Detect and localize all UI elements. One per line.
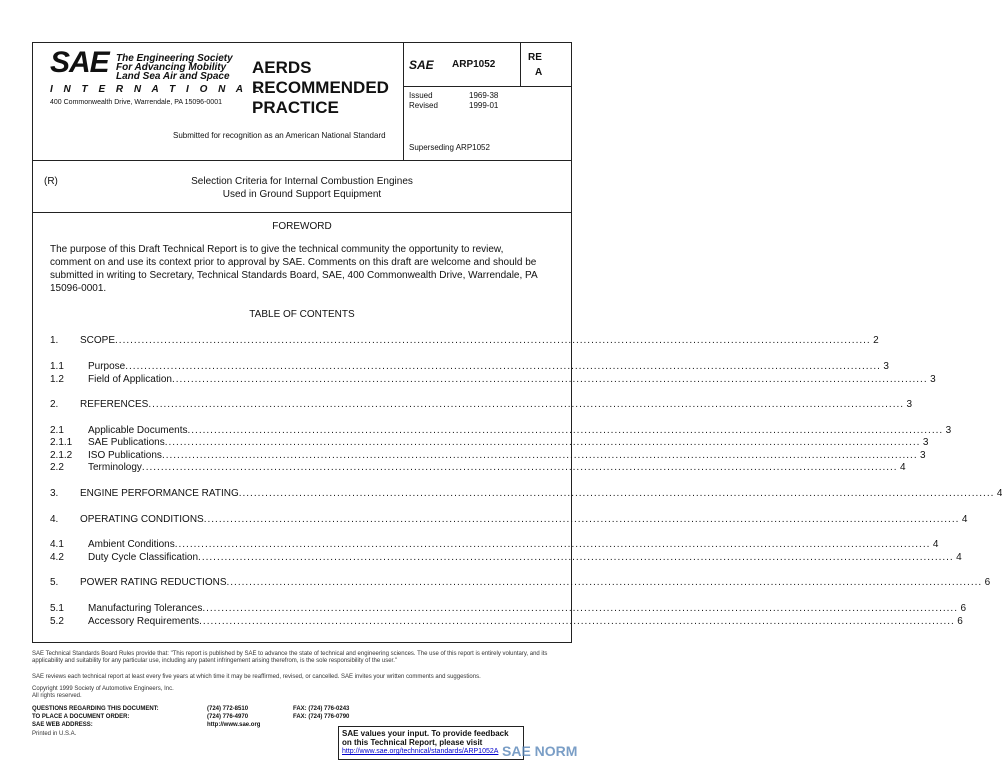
toc-entry-number: 1.1: [50, 361, 64, 372]
toc-entry-leader: ........................................................................................................................................................................................................: [226, 577, 983, 588]
revised-value: 1999-01: [469, 101, 499, 110]
questions-tel: (724) 772-8510: [207, 706, 249, 712]
issued-value: 1969-38: [469, 91, 499, 100]
toc-entry[interactable]: [50, 461, 906, 474]
toc-entry-title: ENGINE PERFORMANCE RATING: [80, 488, 239, 499]
toc-entry-number: 1.2: [50, 374, 64, 385]
issued-label: Issued: [409, 91, 433, 100]
draft-label: AERDS: [252, 58, 312, 77]
web-label: SAE WEB ADDRESS:: [32, 722, 93, 728]
rev-label: RE: [528, 52, 542, 63]
toc-entry[interactable]: [50, 436, 929, 449]
toc-entry-title: Ambient Conditions: [88, 539, 175, 550]
tagline-1: The Engineering Society: [116, 53, 233, 64]
revised-label: Revised: [409, 101, 438, 110]
questions-label: QUESTIONS REGARDING THIS DOCUMENT:: [32, 706, 159, 712]
toc-entry-title: Terminology: [88, 462, 142, 473]
toc-entry-page: 4: [900, 462, 906, 473]
toc-entry-page: 3: [945, 425, 952, 436]
toc-entry-title: Applicable Documents: [88, 425, 188, 436]
questions-fax: FAX: (724) 776-0243: [293, 706, 350, 712]
toc-entry-leader: ........................................................................................................................................................................................................: [238, 488, 995, 499]
toc-heading: TABLE OF CONTENTS: [249, 309, 355, 320]
revision-mark: (R): [44, 176, 58, 187]
title-divider: [32, 212, 572, 213]
toc-entry-leader: ........................................................................................................................................................................................................: [115, 335, 871, 346]
rev-row-divider: [403, 86, 572, 87]
toc-entry-leader: ........................................................................................................................................................................................................: [174, 539, 931, 550]
toc-entry[interactable]: [50, 615, 963, 628]
sae-logo: SAE: [50, 46, 109, 79]
toc-entry[interactable]: [50, 576, 991, 589]
toc-entry-number: 4.: [50, 514, 59, 525]
order-label: TO PLACE A DOCUMENT ORDER:: [32, 714, 130, 720]
copyright-2: All rights reserved.: [32, 693, 82, 699]
toc-entry-title: Duty Cycle Classification: [88, 552, 199, 563]
toc-entry-page: 6: [957, 616, 963, 627]
toc-entry-leader: ........................................................................................................................................................................................................: [171, 374, 928, 385]
submitted-note: Submitted for recognition as an American National Standard: [173, 131, 386, 140]
doc-title-2: Used in Ground Support Equipment: [222, 189, 382, 200]
toc-entry-title: REFERENCES: [80, 399, 149, 410]
toc-entry-number: 4.2: [50, 552, 64, 563]
toc-entry-page: 3: [922, 437, 929, 448]
footer-disclaimer: SAE Technical Standards Board Rules provide that: "This report is published by SAE to advance the state of technical and engineering sciences. The use of this report is entirely voluntary, and its applicability and suitability for any particular use, including any patent infringement arising therefrom, is the sole responsibility of the user.": [32, 651, 548, 664]
feedback-box: [338, 726, 524, 760]
toc-entry[interactable]: [50, 398, 913, 411]
toc-entry-page: 4: [932, 539, 939, 550]
foreword-body: The purpose of this Draft Technical Report is to give the technical community the opportunity to review, comment on and use its context prior to approval by SAE. Comments on this draft are welcome and should be submitted in writing to Secretary, Technical Standards Board, SAE, 400 Commonwealth Drive, Warrendale, PA 15096-0001.: [50, 244, 538, 294]
header-divider: [32, 160, 572, 161]
rev-col-divider: [520, 42, 521, 86]
printed-in: Printed in U.S.A.: [32, 731, 77, 737]
footer-review: SAE reviews each technical report at least every five years at which time it may be reaffirmed, revised, or cancelled. SAE invites your written comments and suggestions.: [32, 674, 481, 680]
feedback-line-1: SAE values your input. To provide feedback: [342, 729, 509, 738]
toc-entry-leader: ........................................................................................................................................................................................................: [199, 616, 955, 627]
toc-entry-page: 6: [984, 577, 991, 588]
toc-entry-page: 4: [996, 488, 1002, 499]
watermark-logo: SAE NORM: [502, 743, 578, 759]
international-label: I N T E R N A T I O N A L: [50, 84, 264, 95]
feedback-line-2: on this Technical Report, please visit: [342, 738, 483, 747]
toc-entry-leader: ........................................................................................................................................................................................................: [164, 437, 921, 448]
toc-entry-leader: ........................................................................................................................................................................................................: [202, 603, 958, 614]
doc-type-line-2: PRACTICE: [252, 98, 339, 117]
toc-entry-title: SAE Publications: [88, 437, 165, 448]
toc-entry-title: OPERATING CONDITIONS: [80, 514, 204, 525]
order-tel: (724) 776-4970: [207, 714, 249, 720]
toc-entry-title: SCOPE: [80, 335, 116, 346]
toc-entry-page: 4: [961, 514, 968, 525]
toc-entry-number: 2.: [50, 399, 59, 410]
rev-value: A: [535, 67, 543, 78]
toc-entry-title: ISO Publications: [88, 450, 162, 461]
feedback-link[interactable]: http://www.sae.org/technical/standards/ARP1052A: [342, 748, 499, 755]
toc-entry-title: Field of Application: [88, 374, 172, 385]
toc-entry-page: 4: [956, 552, 962, 563]
toc-entry-page: 3: [930, 374, 936, 385]
tagline-3: Land Sea Air and Space: [116, 71, 230, 82]
toc-entry-leader: ........................................................................................................................................................................................................: [148, 399, 905, 410]
toc-entry-leader: ........................................................................................................................................................................................................: [203, 514, 960, 525]
toc-entry-number: 1.: [50, 335, 59, 346]
toc-entry[interactable]: [50, 334, 879, 347]
doc-sae-logo: SAE: [409, 58, 434, 72]
doc-number: ARP1052: [452, 59, 496, 70]
toc-entry-page: 3: [906, 399, 913, 410]
toc-entry-number: 2.2: [50, 462, 64, 473]
toc-entry-title: Purpose: [88, 361, 126, 372]
superseding: Superseding ARP1052: [409, 143, 490, 152]
toc-entry-title: POWER RATING REDUCTIONS: [80, 577, 227, 588]
copyright-1: Copyright 1999 Society of Automotive Engineers, Inc.: [32, 686, 174, 692]
toc-entry[interactable]: [50, 487, 1002, 500]
toc-entry[interactable]: [50, 602, 966, 615]
doc-title-1: Selection Criteria for Internal Combustion Engines: [191, 176, 413, 187]
toc-entry-number: 2.1.1: [50, 437, 73, 448]
toc-entry-page: 2: [873, 335, 879, 346]
toc-entry-leader: ........................................................................................................................................................................................................: [198, 552, 954, 563]
toc-entry-number: 5.1: [50, 603, 64, 614]
toc-entry-title: Accessory Requirements: [88, 616, 200, 627]
doc-type-line-1: RECOMMENDED: [252, 78, 389, 97]
address: 400 Commonwealth Drive, Warrendale, PA 15096-0001: [50, 99, 222, 106]
toc-entry-page: 3: [883, 361, 889, 372]
toc-entry[interactable]: [50, 538, 939, 551]
toc-entry-number: 4.1: [50, 539, 64, 550]
toc-entry-number: 5.: [50, 577, 59, 588]
toc-entry-page: 6: [960, 603, 966, 614]
toc-entry[interactable]: [50, 360, 889, 373]
header-col-divider: [403, 42, 404, 160]
toc-entry[interactable]: [50, 373, 936, 386]
toc-entry[interactable]: [50, 551, 962, 564]
order-fax: FAX: (724) 776-0790: [293, 714, 350, 720]
toc-entry-leader: ........................................................................................................................................................................................................: [161, 450, 918, 461]
toc-entry-number: 2.1.2: [50, 450, 73, 461]
toc-entry-page: 3: [920, 450, 926, 461]
toc-entry-title: Manufacturing Tolerances: [88, 603, 203, 614]
toc-entry-leader: ........................................................................................................................................................................................................: [187, 425, 944, 436]
toc-entry-number: 2.1: [50, 425, 64, 436]
foreword-heading: FOREWORD: [272, 221, 332, 232]
toc-entry-leader: ........................................................................................................................................................................................................: [125, 361, 881, 372]
toc-entry[interactable]: [50, 513, 968, 526]
toc-entry-number: 5.2: [50, 616, 64, 627]
tagline-2: For Advancing Mobility: [116, 62, 227, 73]
toc-entry-leader: ........................................................................................................................................................................................................: [141, 462, 898, 473]
web-url[interactable]: http://www.sae.org: [207, 722, 261, 728]
toc-entry-number: 3.: [50, 488, 59, 499]
